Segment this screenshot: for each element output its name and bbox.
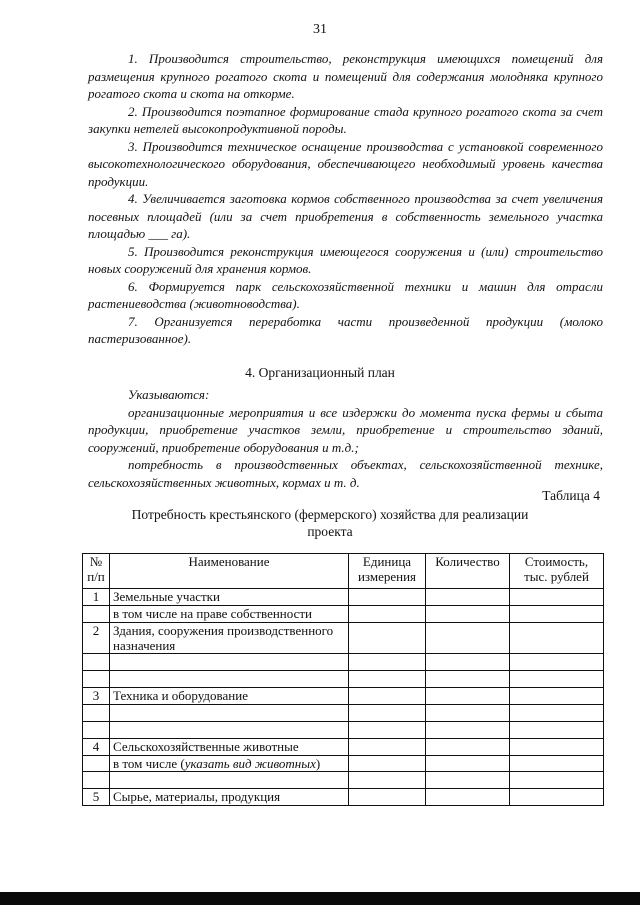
row-name-end: ): [315, 756, 321, 771]
row-num: [83, 606, 110, 623]
section-title: 4. Организационный план: [245, 365, 395, 380]
header-name: Наименование: [110, 554, 349, 589]
row-num: [83, 671, 110, 688]
row-qty: [426, 606, 510, 623]
table-row: [83, 756, 604, 772]
row-num: [83, 705, 110, 722]
step-paragraph: 1. Производится строительство, реконструкция имеющихся помещений для размещения крупного рогатого скота и помещений для содержания молодняка крупного рогатого скота и скота на откорме.: [88, 51, 603, 101]
org-item: организационные мероприятия и все издержки до момента пуска фермы и сбыта продукции, приобретение участков земли, приобретение и строительство зданий, сооружений, приобретение оборудования и т.д.;: [88, 404, 603, 455]
step-paragraph: 4. Увеличивается заготовка кормов собственного производства за счет увеличения посевных площадей (или за счет приобретения в собственность земельного участка площадью ___ га).: [88, 191, 603, 241]
row-name: в том числе на праве собственности: [110, 606, 349, 623]
table-row: [83, 789, 604, 806]
row-cost: [510, 671, 604, 688]
row-num: 3: [83, 688, 110, 705]
table-row: [83, 623, 604, 654]
row-name: Земельные участки: [110, 589, 349, 606]
row-cost: [510, 589, 604, 606]
row-unit: [349, 722, 426, 739]
table-row: [83, 654, 604, 671]
row-name: [110, 671, 349, 688]
row-name: [110, 654, 349, 671]
row-cost: [510, 739, 604, 756]
header-qty: Количество: [426, 554, 510, 589]
row-unit: [349, 756, 426, 772]
row-num: 2: [83, 623, 110, 654]
row-num: [83, 772, 110, 789]
table-header-row: [83, 554, 604, 589]
row-unit: [349, 705, 426, 722]
row-qty: [426, 722, 510, 739]
row-qty: [426, 705, 510, 722]
table-row: [83, 688, 604, 705]
row-cost: [510, 654, 604, 671]
row-name: [110, 772, 349, 789]
row-unit: [349, 623, 426, 654]
row-name: Техника и оборудование: [110, 688, 349, 705]
header-unit: Единица измерения: [349, 554, 426, 589]
row-name: Сырье, материалы, продукция: [110, 789, 349, 806]
row-qty: [426, 671, 510, 688]
table-row: [83, 739, 604, 756]
row-qty: [426, 772, 510, 789]
org-item: потребность в производственных объектах, сельскохозяйственной технике, сельскохозяйственных животных, кормах и т. д.: [88, 457, 603, 490]
row-num: 5: [83, 789, 110, 806]
step-paragraph: 5. Производится реконструкция имеющегося сооружения и (или) строительство новых сооружений для хранения кормов.: [88, 243, 603, 276]
row-unit: [349, 789, 426, 806]
row-cost: [510, 756, 604, 772]
row-name: Сельскохозяйственные животные: [110, 739, 349, 756]
page-number: 31: [313, 22, 327, 37]
table-row: [83, 606, 604, 623]
row-name-italic: указать вид животных: [184, 756, 316, 771]
row-cost: [510, 705, 604, 722]
step-paragraph: 3. Производится техническое оснащение производства с установкой современного высокотехнологического оборудования, обеспечивающего необходимый уровень качества продукции.: [88, 138, 603, 189]
org-plan-body: [88, 386, 603, 491]
row-unit: [349, 606, 426, 623]
row-num: 4: [83, 739, 110, 756]
step-paragraph: 7. Организуется переработка части произведенной продукции (молоко пастеризованное).: [88, 313, 603, 346]
row-name: [110, 756, 349, 772]
row-qty: [426, 688, 510, 705]
row-name-start: в том числе (: [113, 756, 185, 771]
table-caption: Таблица 4: [542, 488, 600, 503]
row-cost: [510, 688, 604, 705]
row-num: [83, 756, 110, 772]
row-unit: [349, 739, 426, 756]
header-num: № п/п: [83, 554, 110, 589]
project-steps: [88, 50, 603, 348]
row-unit: [349, 654, 426, 671]
row-cost: [510, 722, 604, 739]
row-name: [110, 705, 349, 722]
scan-edge-bar: [0, 892, 640, 905]
row-num: 1: [83, 589, 110, 606]
table-row: [83, 722, 604, 739]
row-qty: [426, 589, 510, 606]
row-qty: [426, 739, 510, 756]
org-intro: Указываются:: [128, 387, 210, 402]
row-cost: [510, 606, 604, 623]
row-qty: [426, 623, 510, 654]
row-qty: [426, 654, 510, 671]
table-row: [83, 671, 604, 688]
table-row: [83, 705, 604, 722]
row-cost: [510, 789, 604, 806]
row-unit: [349, 589, 426, 606]
row-unit: [349, 671, 426, 688]
row-cost: [510, 623, 604, 654]
table-title: Потребность крестьянского (фермерского) хозяйства для реализации проекта: [131, 507, 529, 539]
row-num: [83, 654, 110, 671]
step-paragraph: 6. Формируется парк сельскохозяйственной техники и машин для отрасли растениеводства (животноводства).: [88, 278, 603, 311]
row-unit: [349, 772, 426, 789]
row-qty: [426, 789, 510, 806]
row-unit: [349, 688, 426, 705]
needs-table: [82, 553, 604, 806]
row-num: [83, 722, 110, 739]
row-name: [110, 722, 349, 739]
header-cost: Стоимость, тыс. рублей: [510, 554, 604, 589]
step-paragraph: 2. Производится поэтапное формирование стада крупного рогатого скота за счет закупки нетелей высокопродуктивной породы.: [88, 103, 603, 136]
row-cost: [510, 772, 604, 789]
row-qty: [426, 756, 510, 772]
row-name: Здания, сооружения производственного назначения: [110, 623, 349, 654]
table-row: [83, 772, 604, 789]
table-row: [83, 589, 604, 606]
